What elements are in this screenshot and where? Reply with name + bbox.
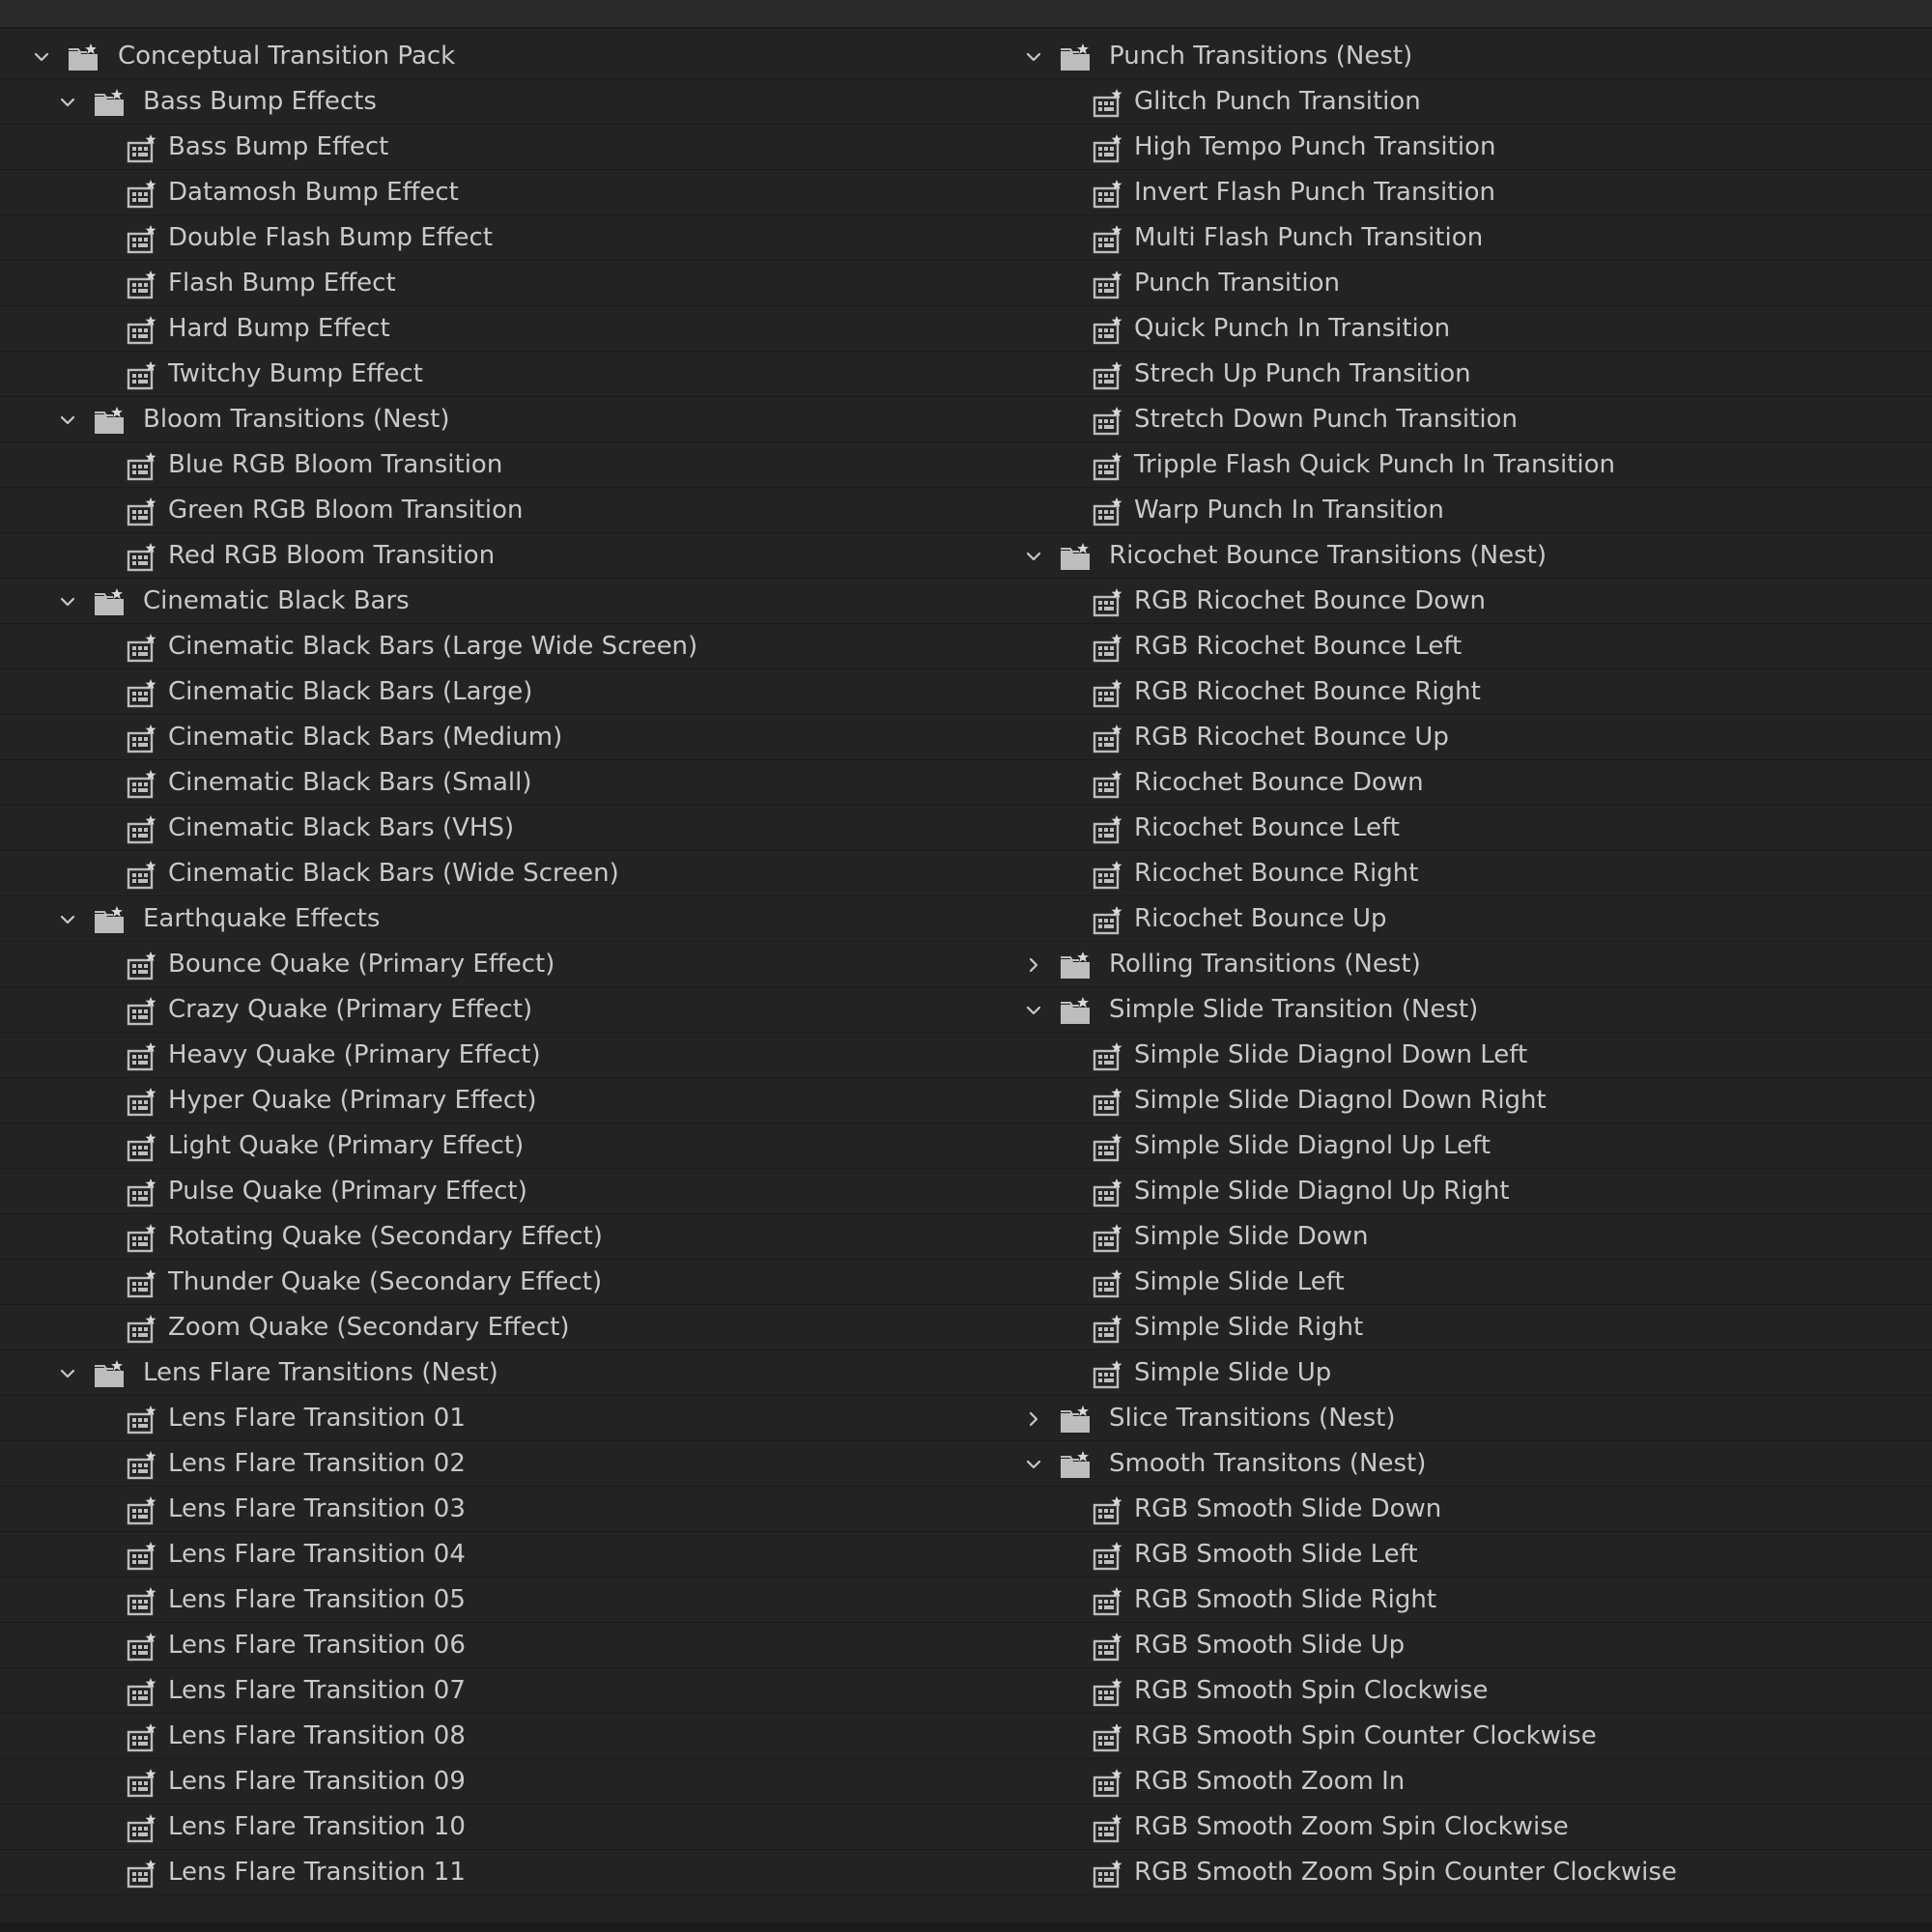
bin-row-cinematic-black-bars[interactable] (0, 579, 966, 624)
sequence-row-simple-slide-up[interactable] (966, 1350, 1932, 1396)
sequence-row-blue-rgb-bloom-transition[interactable] (0, 442, 966, 488)
sequence-icon (127, 1495, 157, 1524)
sequence-row-rgb-ricochet-bounce-up[interactable] (966, 715, 1932, 760)
chevron-down-icon[interactable] (1019, 1441, 1048, 1487)
sequence-label: Multi Flash Punch Transition (1134, 223, 1484, 252)
bin-label: Bloom Transitions (Nest) (143, 405, 450, 434)
sequence-label: RGB Ricochet Bounce Left (1134, 632, 1463, 661)
bin-label: Cinematic Black Bars (143, 586, 410, 615)
sequence-row-ricochet-bounce-right[interactable] (966, 851, 1932, 896)
sequence-label: Hard Bump Effect (168, 314, 390, 343)
bin-row-bass-bump-effects[interactable] (0, 79, 966, 125)
sequence-row-cinematic-black-bars-large[interactable] (0, 669, 966, 715)
sequence-row-simple-slide-down[interactable] (966, 1214, 1932, 1260)
sequence-icon (1093, 1178, 1123, 1207)
sequence-row-lens-flare-transition-01[interactable] (0, 1396, 966, 1441)
sequence-label: Simple Slide Right (1134, 1313, 1364, 1342)
bin-row-rolling-transitions-nest[interactable] (966, 942, 1932, 987)
sequence-icon (1093, 497, 1123, 526)
sequence-row-cinematic-black-bars-medium[interactable] (0, 715, 966, 760)
sequence-label: RGB Ricochet Bounce Down (1134, 586, 1486, 615)
sequence-label: Pulse Quake (Primary Effect) (168, 1177, 527, 1206)
sequence-icon (127, 451, 157, 480)
sequence-row-strech-up-punch-transition[interactable] (966, 352, 1932, 397)
sequence-icon (127, 179, 157, 208)
sequence-row-red-rgb-bloom-transition[interactable] (0, 533, 966, 579)
sequence-label: Cinematic Black Bars (Wide Screen) (168, 859, 619, 888)
sequence-label: Quick Punch In Transition (1134, 314, 1451, 343)
sequence-label: Warp Punch In Transition (1134, 496, 1444, 525)
bin-label: Smooth Transitons (Nest) (1109, 1449, 1427, 1478)
sequence-row-twitchy-bump-effect[interactable] (0, 352, 966, 397)
sequence-row-simple-slide-right[interactable] (966, 1305, 1932, 1350)
sequence-label: Simple Slide Left (1134, 1267, 1345, 1296)
sequence-row-simple-slide-diagnol-up-left[interactable] (966, 1123, 1932, 1169)
sequence-icon (1093, 1087, 1123, 1116)
sequence-icon (127, 133, 157, 162)
sequence-icon (127, 224, 157, 253)
chevron-down-icon[interactable] (53, 896, 82, 942)
sequence-row-simple-slide-left[interactable] (966, 1260, 1932, 1305)
sequence-label: RGB Smooth Spin Counter Clockwise (1134, 1721, 1597, 1750)
sequence-label: Lens Flare Transition 08 (168, 1721, 466, 1750)
sequence-label: Lens Flare Transition 03 (168, 1494, 466, 1523)
sequence-icon (127, 1586, 157, 1615)
sequence-icon (1093, 1768, 1123, 1797)
sequence-label: Thunder Quake (Secondary Effect) (168, 1267, 603, 1296)
sequence-icon (127, 1722, 157, 1751)
sequence-row-lens-flare-transition-03[interactable] (0, 1487, 966, 1532)
sequence-label: Red RGB Bloom Transition (168, 541, 496, 570)
sequence-row-rgb-smooth-spin-counter-clockwise[interactable] (966, 1714, 1932, 1759)
panel-header-bar (0, 0, 1932, 29)
sequence-icon (127, 678, 157, 707)
chevron-down-icon[interactable] (1019, 34, 1048, 79)
sequence-icon (127, 860, 157, 889)
sequence-label: Green RGB Bloom Transition (168, 496, 524, 525)
sequence-icon (127, 1132, 157, 1161)
sequence-label: Lens Flare Transition 11 (168, 1858, 466, 1887)
sequence-icon (127, 270, 157, 298)
sequence-label: Simple Slide Up (1134, 1358, 1332, 1387)
sequence-icon (127, 360, 157, 389)
sequence-label: RGB Smooth Slide Down (1134, 1494, 1442, 1523)
sequence-label: Ricochet Bounce Right (1134, 859, 1419, 888)
sequence-label: Bounce Quake (Primary Effect) (168, 950, 555, 979)
sequence-row-rgb-smooth-slide-down[interactable] (966, 1487, 1932, 1532)
sequence-row-rgb-smooth-zoom-in[interactable] (966, 1759, 1932, 1804)
sequence-row-ricochet-bounce-up[interactable] (966, 896, 1932, 942)
sequence-row-lens-flare-transition-06[interactable] (0, 1623, 966, 1668)
chevron-down-icon[interactable] (1019, 533, 1048, 579)
sequence-icon (127, 497, 157, 526)
sequence-icon (1093, 860, 1123, 889)
sequence-icon (127, 1087, 157, 1116)
sequence-label: Cinematic Black Bars (Large) (168, 677, 533, 706)
sequence-label: RGB Smooth Zoom Spin Counter Clockwise (1134, 1858, 1677, 1887)
sequence-icon (127, 724, 157, 753)
sequence-row-lens-flare-transition-02[interactable] (0, 1441, 966, 1487)
sequence-label: Simple Slide Diagnol Down Right (1134, 1086, 1547, 1115)
sequence-icon (1093, 451, 1123, 480)
sequence-label: Blue RGB Bloom Transition (168, 450, 503, 479)
sequence-row-rgb-smooth-slide-left[interactable] (966, 1532, 1932, 1577)
bin-folder-icon (94, 1359, 125, 1388)
sequence-row-bounce-quake-primary-effect[interactable] (0, 942, 966, 987)
sequence-icon (1093, 1722, 1123, 1751)
bin-label: Lens Flare Transitions (Nest) (143, 1358, 498, 1387)
bin-label: Earthquake Effects (143, 904, 381, 933)
sequence-label: Lens Flare Transition 10 (168, 1812, 466, 1841)
sequence-icon (1093, 88, 1123, 117)
sequence-icon (127, 996, 157, 1025)
sequence-icon (1093, 179, 1123, 208)
sequence-row-light-quake-primary-effect[interactable] (0, 1123, 966, 1169)
sequence-icon (1093, 315, 1123, 344)
sequence-icon (127, 1859, 157, 1888)
sequence-label: Simple Slide Diagnol Up Left (1134, 1131, 1492, 1160)
bin-row-earthquake-effects[interactable] (0, 896, 966, 942)
sequence-icon (127, 1041, 157, 1070)
sequence-row-lens-flare-transition-09[interactable] (0, 1759, 966, 1804)
sequence-row-rgb-ricochet-bounce-down[interactable] (966, 579, 1932, 624)
sequence-icon (127, 1178, 157, 1207)
sequence-label: Bass Bump Effect (168, 132, 389, 161)
sequence-icon (127, 1405, 157, 1434)
sequence-label: Stretch Down Punch Transition (1134, 405, 1518, 434)
chevron-down-icon[interactable] (53, 397, 82, 442)
sequence-label: Hyper Quake (Primary Effect) (168, 1086, 537, 1115)
sequence-icon (1093, 905, 1123, 934)
sequence-row-lens-flare-transition-04[interactable] (0, 1532, 966, 1577)
sequence-row-flash-bump-effect[interactable] (0, 261, 966, 306)
sequence-icon (127, 1541, 157, 1570)
chevron-down-icon[interactable] (53, 1350, 82, 1396)
project-tree-right-column (966, 34, 1932, 1895)
bin-label: Simple Slide Transition (Nest) (1109, 995, 1479, 1024)
sequence-icon (127, 1768, 157, 1797)
sequence-icon (1093, 1223, 1123, 1252)
sequence-label: Rotating Quake (Secondary Effect) (168, 1222, 603, 1251)
sequence-row-simple-slide-diagnol-down-left[interactable] (966, 1033, 1932, 1078)
sequence-icon (1093, 1632, 1123, 1661)
sequence-label: Heavy Quake (Primary Effect) (168, 1040, 541, 1069)
bin-label: Ricochet Bounce Transitions (Nest) (1109, 541, 1547, 570)
chevron-down-icon[interactable] (53, 579, 82, 624)
bin-folder-icon (94, 905, 125, 934)
sequence-icon (127, 315, 157, 344)
sequence-label: RGB Smooth Slide Up (1134, 1631, 1406, 1660)
sequence-icon (1093, 1268, 1123, 1297)
bin-row-ricochet-bounce-transitions-nest[interactable] (966, 533, 1932, 579)
bin-label: Slice Transitions (Nest) (1109, 1404, 1396, 1433)
sequence-row-pulse-quake-primary-effect[interactable] (0, 1169, 966, 1214)
sequence-row-rgb-ricochet-bounce-right[interactable] (966, 669, 1932, 715)
sequence-icon (127, 633, 157, 662)
sequence-icon (127, 1223, 157, 1252)
sequence-row-rgb-smooth-slide-right[interactable] (966, 1577, 1932, 1623)
bin-folder-icon (1060, 1405, 1091, 1434)
sequence-row-cinematic-black-bars-small[interactable] (0, 760, 966, 806)
sequence-icon (1093, 406, 1123, 435)
sequence-label: Invert Flash Punch Transition (1134, 178, 1496, 207)
sequence-row-rotating-quake-secondary-effect[interactable] (0, 1214, 966, 1260)
sequence-row-crazy-quake-primary-effect[interactable] (0, 987, 966, 1033)
bin-row-smooth-transitons-nest[interactable] (966, 1441, 1932, 1487)
sequence-label: Strech Up Punch Transition (1134, 359, 1471, 388)
sequence-icon (1093, 1495, 1123, 1524)
sequence-label: Cinematic Black Bars (VHS) (168, 813, 515, 842)
sequence-row-double-flash-bump-effect[interactable] (0, 215, 966, 261)
chevron-right-icon[interactable] (1019, 1396, 1048, 1441)
sequence-icon (1093, 724, 1123, 753)
bin-label: Punch Transitions (Nest) (1109, 42, 1413, 71)
sequence-label: Cinematic Black Bars (Large Wide Screen) (168, 632, 698, 661)
sequence-label: RGB Smooth Zoom In (1134, 1767, 1406, 1796)
sequence-label: Simple Slide Down (1134, 1222, 1369, 1251)
sequence-label: Simple Slide Diagnol Down Left (1134, 1040, 1528, 1069)
bin-folder-icon (1060, 542, 1091, 571)
sequence-row-zoom-quake-secondary-effect[interactable] (0, 1305, 966, 1350)
sequence-label: Double Flash Bump Effect (168, 223, 494, 252)
sequence-label: Lens Flare Transition 09 (168, 1767, 466, 1796)
sequence-row-heavy-quake-primary-effect[interactable] (0, 1033, 966, 1078)
sequence-icon (1093, 814, 1123, 843)
sequence-row-bass-bump-effect[interactable] (0, 125, 966, 170)
sequence-icon (1093, 1541, 1123, 1570)
sequence-label: Zoom Quake (Secondary Effect) (168, 1313, 570, 1342)
sequence-icon (1093, 133, 1123, 162)
sequence-icon (1093, 1677, 1123, 1706)
sequence-icon (1093, 360, 1123, 389)
chevron-down-icon[interactable] (53, 79, 82, 125)
sequence-row-high-tempo-punch-transition[interactable] (966, 125, 1932, 170)
sequence-icon (1093, 1586, 1123, 1615)
sequence-label: Ricochet Bounce Up (1134, 904, 1387, 933)
sequence-row-multi-flash-punch-transition[interactable] (966, 215, 1932, 261)
bin-folder-icon (1060, 1450, 1091, 1479)
sequence-icon (127, 542, 157, 571)
sequence-icon (127, 1813, 157, 1842)
sequence-row-glitch-punch-transition[interactable] (966, 79, 1932, 125)
bin-label: Conceptual Transition Pack (118, 42, 456, 71)
sequence-row-cinematic-black-bars-wide-screen[interactable] (0, 851, 966, 896)
sequence-row-rgb-smooth-zoom-spin-counter-clockwise[interactable] (966, 1850, 1932, 1895)
sequence-label: Lens Flare Transition 04 (168, 1540, 466, 1569)
sequence-label: Cinematic Black Bars (Small) (168, 768, 532, 797)
bin-row-lens-flare-transitions-nest[interactable] (0, 1350, 966, 1396)
bin-folder-icon (1060, 43, 1091, 71)
chevron-down-icon[interactable] (27, 34, 56, 79)
sequence-row-cinematic-black-bars-vhs[interactable] (0, 806, 966, 851)
sequence-label: Cinematic Black Bars (Medium) (168, 723, 563, 752)
sequence-row-hard-bump-effect[interactable] (0, 306, 966, 352)
bin-folder-icon (94, 406, 125, 435)
sequence-icon (1093, 270, 1123, 298)
bin-label: Bass Bump Effects (143, 87, 377, 116)
sequence-label: Simple Slide Diagnol Up Right (1134, 1177, 1510, 1206)
sequence-label: Punch Transition (1134, 269, 1340, 298)
sequence-row-tripple-flash-quick-punch-in-transition[interactable] (966, 442, 1932, 488)
sequence-row-cinematic-black-bars-large-wide-screen[interactable] (0, 624, 966, 669)
sequence-label: RGB Smooth Zoom Spin Clockwise (1134, 1812, 1569, 1841)
sequence-icon (1093, 1859, 1123, 1888)
sequence-label: Ricochet Bounce Left (1134, 813, 1400, 842)
sequence-label: Light Quake (Primary Effect) (168, 1131, 525, 1160)
sequence-icon (1093, 224, 1123, 253)
sequence-label: Lens Flare Transition 01 (168, 1404, 466, 1433)
sequence-icon (1093, 678, 1123, 707)
sequence-icon (1093, 633, 1123, 662)
sequence-label: Tripple Flash Quick Punch In Transition (1134, 450, 1616, 479)
sequence-icon (127, 1314, 157, 1343)
project-tree-left-column (0, 34, 966, 1895)
sequence-row-datamosh-bump-effect[interactable] (0, 170, 966, 215)
sequence-icon (1093, 587, 1123, 616)
sequence-row-ricochet-bounce-down[interactable] (966, 760, 1932, 806)
bin-folder-icon (1060, 951, 1091, 980)
chevron-right-icon[interactable] (1019, 942, 1048, 987)
bin-folder-icon (68, 43, 99, 71)
sequence-icon (127, 769, 157, 798)
sequence-row-thunder-quake-secondary-effect[interactable] (0, 1260, 966, 1305)
sequence-label: Glitch Punch Transition (1134, 87, 1421, 116)
sequence-label: Ricochet Bounce Down (1134, 768, 1424, 797)
bin-folder-icon (94, 88, 125, 117)
sequence-row-warp-punch-in-transition[interactable] (966, 488, 1932, 533)
sequence-label: Lens Flare Transition 06 (168, 1631, 466, 1660)
sequence-row-invert-flash-punch-transition[interactable] (966, 170, 1932, 215)
sequence-label: Flash Bump Effect (168, 269, 396, 298)
sequence-icon (127, 1677, 157, 1706)
sequence-label: RGB Ricochet Bounce Up (1134, 723, 1449, 752)
sequence-row-simple-slide-diagnol-up-right[interactable] (966, 1169, 1932, 1214)
sequence-row-green-rgb-bloom-transition[interactable] (0, 488, 966, 533)
sequence-icon (127, 1268, 157, 1297)
sequence-icon (127, 951, 157, 980)
sequence-label: Lens Flare Transition 05 (168, 1585, 466, 1614)
sequence-row-lens-flare-transition-05[interactable] (0, 1577, 966, 1623)
bin-row-slice-transitions-nest[interactable] (966, 1396, 1932, 1441)
sequence-label: RGB Smooth Spin Clockwise (1134, 1676, 1489, 1705)
sequence-label: Twitchy Bump Effect (168, 359, 423, 388)
sequence-icon (127, 1450, 157, 1479)
sequence-icon (1093, 1813, 1123, 1842)
sequence-label: RGB Smooth Slide Right (1134, 1585, 1437, 1614)
sequence-row-lens-flare-transition-11[interactable] (0, 1850, 966, 1895)
bin-folder-icon (94, 587, 125, 616)
chevron-down-icon[interactable] (1019, 987, 1048, 1033)
sequence-label: RGB Smooth Slide Left (1134, 1540, 1418, 1569)
sequence-label: Crazy Quake (Primary Effect) (168, 995, 533, 1024)
sequence-label: Datamosh Bump Effect (168, 178, 459, 207)
bin-row-simple-slide-transition-nest[interactable] (966, 987, 1932, 1033)
sequence-row-ricochet-bounce-left[interactable] (966, 806, 1932, 851)
sequence-icon (1093, 1132, 1123, 1161)
bin-label: Rolling Transitions (Nest) (1109, 950, 1421, 979)
sequence-icon (1093, 1041, 1123, 1070)
sequence-row-simple-slide-diagnol-down-right[interactable] (966, 1078, 1932, 1123)
sequence-icon (127, 814, 157, 843)
sequence-row-quick-punch-in-transition[interactable] (966, 306, 1932, 352)
sequence-row-rgb-ricochet-bounce-left[interactable] (966, 624, 1932, 669)
sequence-row-stretch-down-punch-transition[interactable] (966, 397, 1932, 442)
bin-folder-icon (1060, 996, 1091, 1025)
sequence-label: Lens Flare Transition 07 (168, 1676, 466, 1705)
bin-row-conceptual-transition-pack[interactable] (0, 34, 966, 79)
bin-row-bloom-transitions-nest[interactable] (0, 397, 966, 442)
sequence-row-punch-transition[interactable] (966, 261, 1932, 306)
sequence-label: Lens Flare Transition 02 (168, 1449, 466, 1478)
sequence-icon (1093, 769, 1123, 798)
sequence-icon (127, 1632, 157, 1661)
sequence-label: RGB Ricochet Bounce Right (1134, 677, 1481, 706)
sequence-icon (1093, 1314, 1123, 1343)
sequence-row-hyper-quake-primary-effect[interactable] (0, 1078, 966, 1123)
sequence-icon (1093, 1359, 1123, 1388)
sequence-row-lens-flare-transition-10[interactable] (0, 1804, 966, 1850)
sequence-row-lens-flare-transition-07[interactable] (0, 1668, 966, 1714)
panel-footer-bar (0, 1922, 1932, 1932)
sequence-row-rgb-smooth-slide-up[interactable] (966, 1623, 1932, 1668)
sequence-row-rgb-smooth-spin-clockwise[interactable] (966, 1668, 1932, 1714)
sequence-row-rgb-smooth-zoom-spin-clockwise[interactable] (966, 1804, 1932, 1850)
sequence-row-lens-flare-transition-08[interactable] (0, 1714, 966, 1759)
sequence-label: High Tempo Punch Transition (1134, 132, 1496, 161)
bin-row-punch-transitions-nest[interactable] (966, 34, 1932, 79)
